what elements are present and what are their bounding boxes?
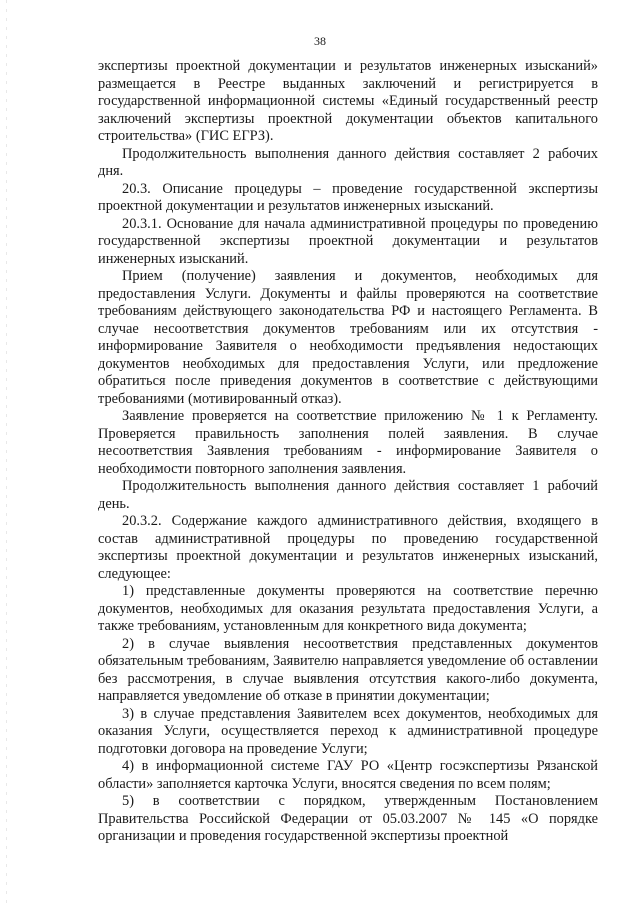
page-number: 38: [314, 34, 326, 48]
paragraph: 3) в случае представления Заявителем всех документов, необходимых для оказания Услуги, осуществляется переход к административной процедуре подготовки договора на проведение Услуги;: [98, 705, 598, 757]
paragraph: Заявление проверяется на соответствие приложению № 1 к Регламенту. Проверяется правильность заполнения полей заявления. В случае несоответствия Заявления требованиям - информирование Заявителя о необходимости повторного заполнения заявления.: [98, 408, 598, 477]
paragraph: 4) в информационной системе ГАУ РО «Центр госэкспертизы Рязанской области» заполняется карточка Услуги, вносятся сведения по всем полям;: [98, 758, 598, 792]
paragraph: 1) представленные документы проверяются на соответствие перечню документов, необходимых для оказания результата предоставления Услуги, а также требованиям, установленным для конкретного вида документа;: [98, 583, 598, 634]
paragraph: 20.3.1. Основание для начала административной процедуры по проведению государственной экспертизы проектной документации и результатов инженерных изысканий.: [98, 215, 598, 267]
paragraph: 20.3.2. Содержание каждого административного действия, входящего в состав административной процедуры по проведению государственной экспертизы проектной документации и результатов инженерных изысканий, следующее:: [98, 513, 598, 582]
paragraph: Прием (получение) заявления и документов, необходимых для предоставления Услуги. Документы и файлы проверяются на соответствие требованиям действующего законодательства РФ и настоящего Регламента. В случае несоответствия документов требованиям или их отсутствия - информирование Заявителя о необходимости предъявления недостающих документов необходимых для предоставления Услуги, или предложение обратиться после приведения документов в соответствие с действующими требованиями (мотивированный отказ).: [98, 268, 598, 407]
paragraph: 20.3. Описание процедуры – проведение государственной экспертизы проектной документации и результатов инженерных изысканий.: [98, 180, 598, 214]
paragraph: Продолжительность выполнения данного действия составляет 2 рабочих дня.: [98, 145, 598, 179]
paragraph: 5) в соответствии с порядком, утвержденным Постановлением Правительства Российской Федерации от 05.03.2007 № 145 «О порядке организации и проведения государственной экспертизы проектной: [98, 793, 598, 844]
paragraph: экспертизы проектной документации и результатов инженерных изысканий» размещается в Реестре выданных заключений и регистрируется в государственной информационной системы «Единый государственный реестр заключений экспертизы проектной документации объектов капитального строительства» (ГИС ЕГРЗ).: [98, 58, 598, 144]
document-body: [98, 58, 598, 846]
paragraph: Продолжительность выполнения данного действия составляет 1 рабочий день.: [98, 478, 598, 512]
scan-edge-artifact: [6, 0, 7, 905]
paragraph: 2) в случае выявления несоответствия представленных документов обязательным требованиям, Заявителю направляется уведомление об оставлении без рассмотрения, в случае выявления отсутствия какого-либо документа, направляется уведомление об отказе в принятии документации;: [98, 635, 598, 704]
